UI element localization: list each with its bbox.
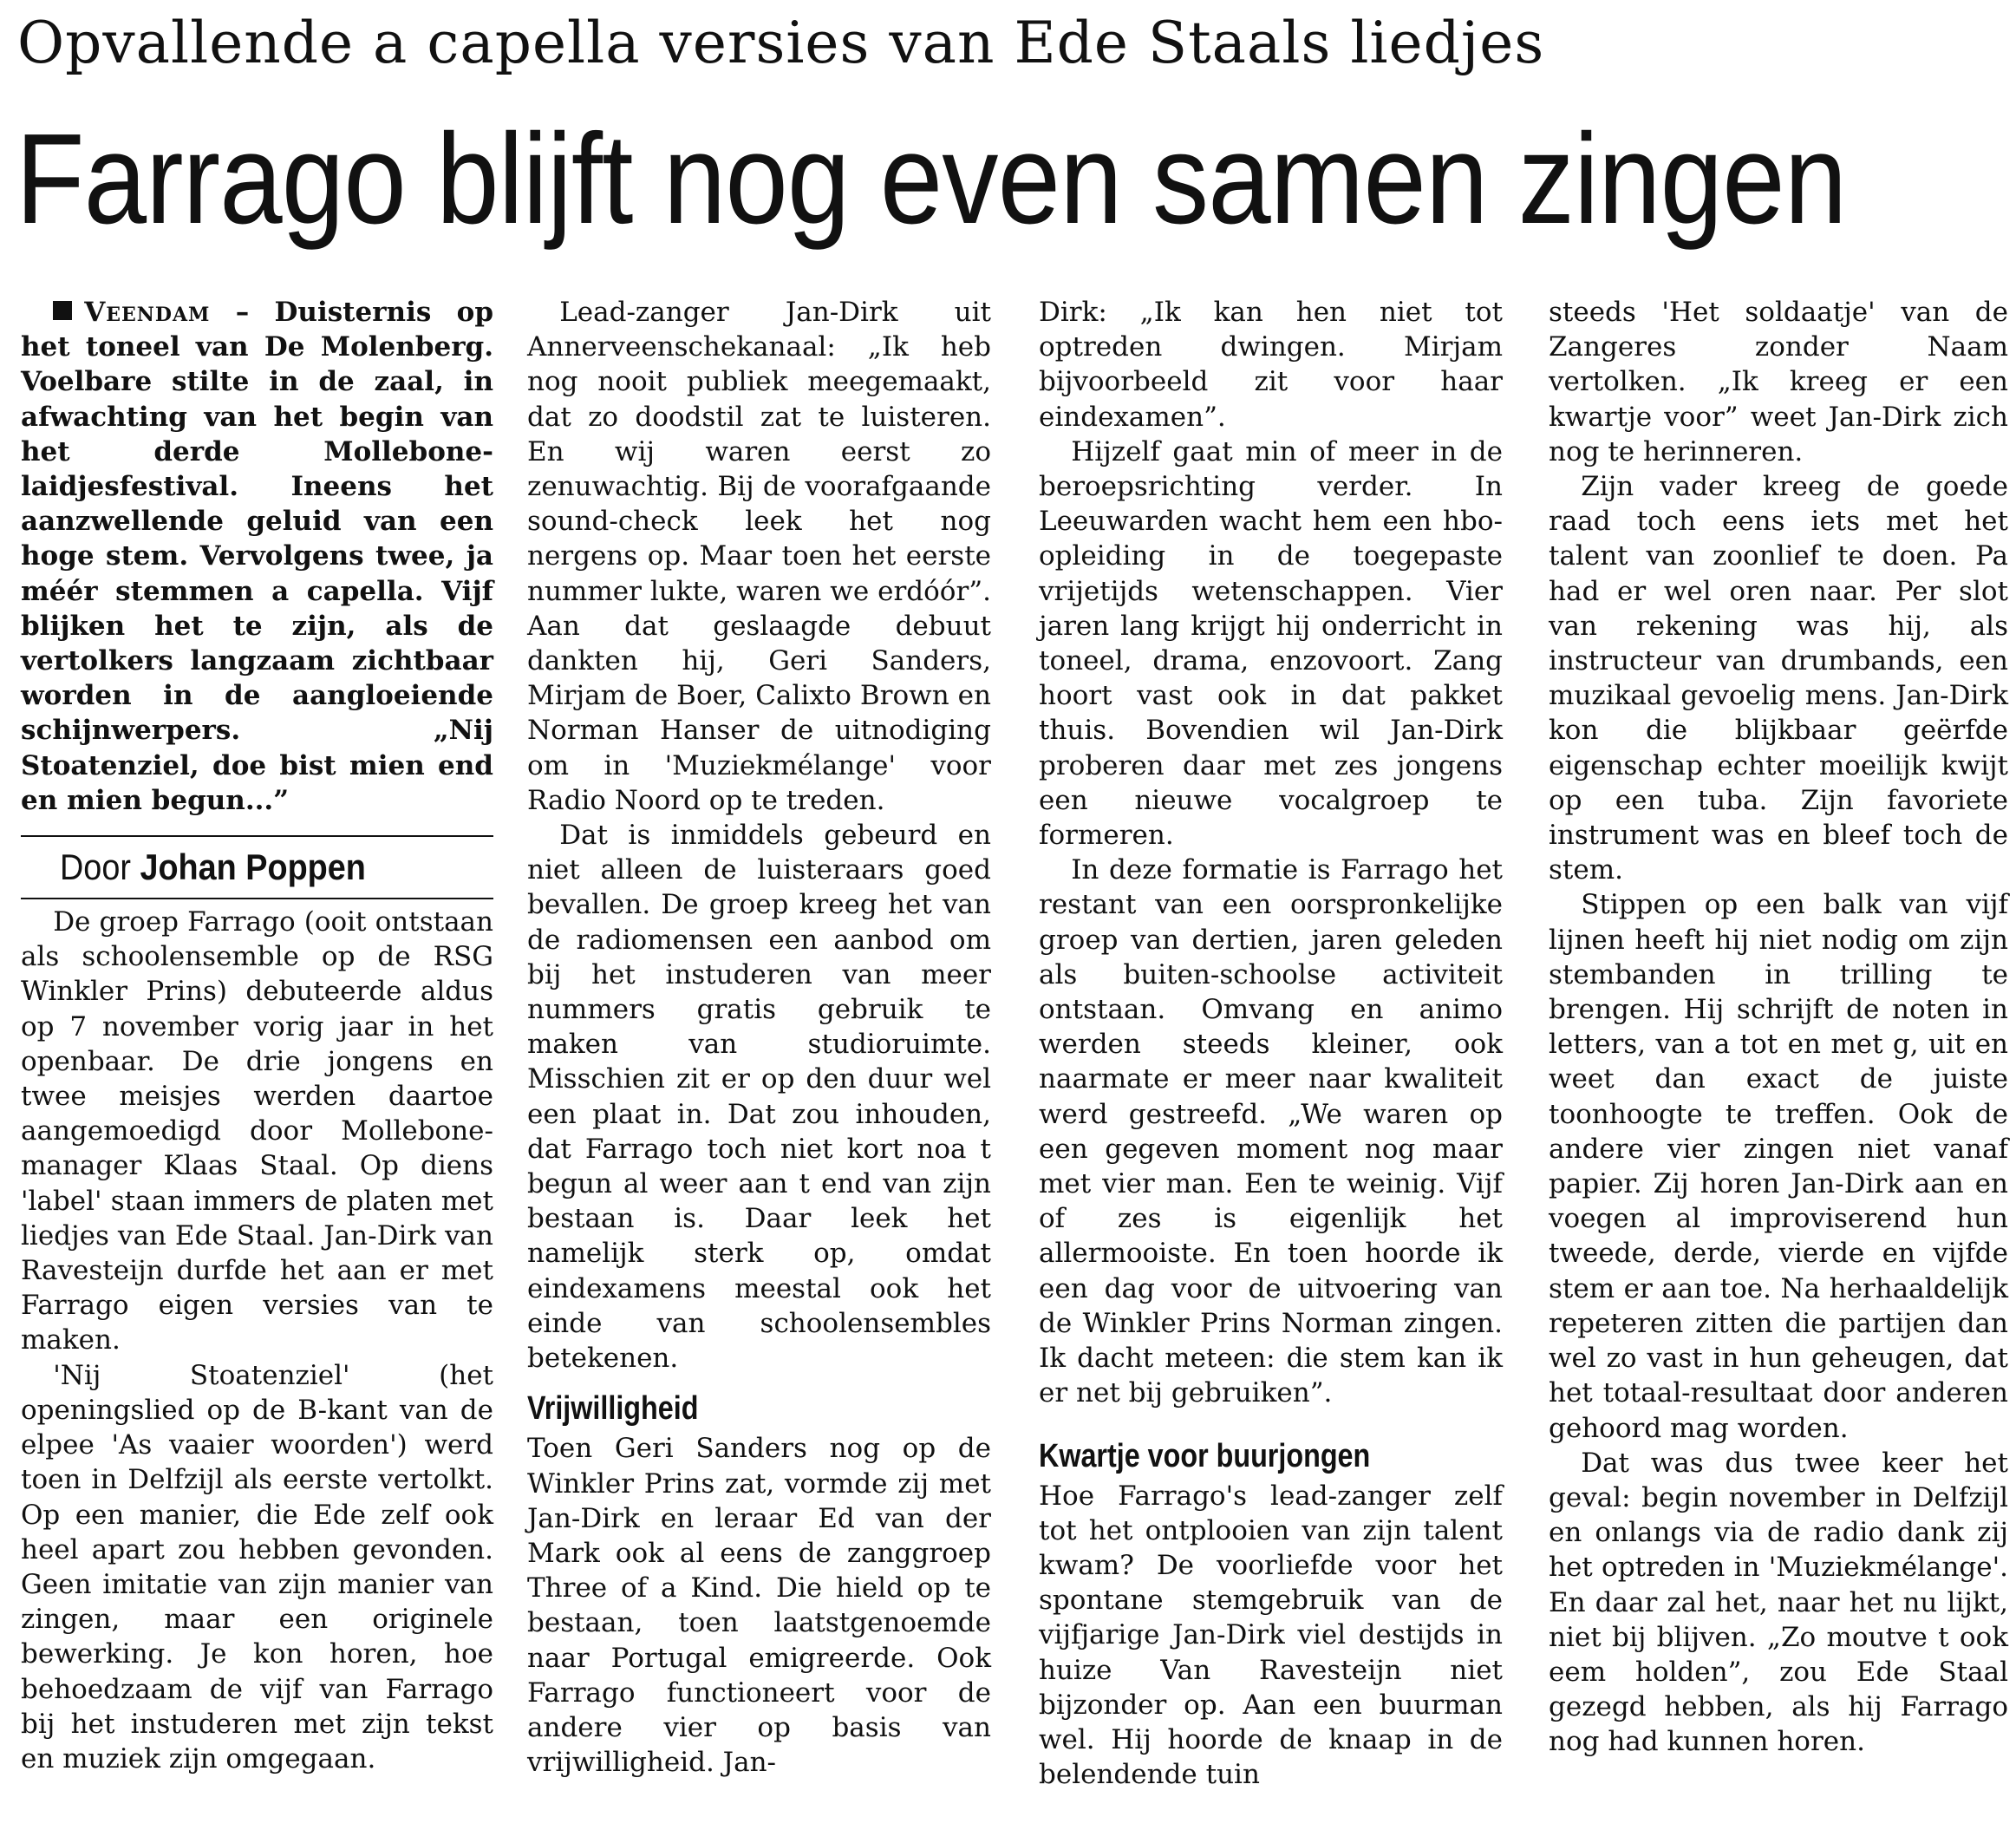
paragraph: Toen Geri Sanders nog op de Winkler Prins zat, vormde zij met Jan-Dirk en leraar Ed van der Mark ook al eens de zanggroep Three of a Kind. Die hield op te bestaan, toen laatstgenoemde naar Portugal emigreerde. Ook Farrago functioneert voor de andere vier op basis van vrijwilligheid. Jan- bbox=[527, 1433, 991, 1779]
column-4 bbox=[1549, 295, 2008, 1760]
divider-bottom bbox=[21, 898, 493, 899]
square-bullet-icon bbox=[53, 301, 72, 320]
dateline: Veendam bbox=[84, 297, 211, 328]
paragraph: Dat was dus twee keer het geval: begin november in Delfzijl en onlangs via de radio dank zij het optreden in 'Muziekmélange'. En daar zal het, naar het nu lijkt, niet bij blijven. „Zo moutve t ook eem holden”, zou Ede Staal gezegd hebben, als hij Farrago nog had kunnen horen. bbox=[1549, 1447, 2008, 1758]
paragraph: Lead-zanger Jan-Dirk uit Annerveenschekanaal: „Ik heb nog nooit publiek meegemaakt, dat zo doodstil zat te luisteren. En wij waren eerst zo zenuwachtig. Bij de voorafgaande sound-check leek het nog nergens op. Maar toen het eerste nummer lukte, waren we erdóór”. Aan dat geslaagde debuut dankten hij, Geri Sanders, Mirjam de Boer, Calixto Brown en Norman Hanser de uitnodiging om in 'Muziekmélange' voor Radio Noord op te treden. bbox=[527, 297, 991, 816]
byline-prefix: Door bbox=[60, 846, 131, 888]
paragraph: Hoe Farrago's lead-zanger zelf tot het ontplooien van zijn talent kwam? De voorliefde voor het spontane stemgebruik van de vijfjarige Jan-Dirk viel destijds in huize Van Ravesteijn niet bijzonder op. Aan een buurman wel. Hij hoorde de knaap in de belendende tuin bbox=[1039, 1480, 1503, 1791]
subheading-vrijwilligheid: Vrijwilligheid bbox=[527, 1390, 699, 1428]
byline bbox=[21, 837, 447, 898]
column-1 bbox=[21, 295, 493, 1776]
paragraph: 'Nij Stoatenziel' (het openingslied op de B-kant van de elpee 'As vaaier woorden') werd toen in Delfzijl als eerste vertolkt. Op een manier, die Ede zelf ook heel apart zou hebben gevonden. Geen imitatie van zijn manier van zingen, maar een originele bewerking. Je kon horen, hoe behoedzaam de vijf van Farrago bij het instuderen met zijn tekst en muziek zijn omgegaan. bbox=[21, 1359, 493, 1774]
paragraph: Dirk: „Ik kan hen niet tot optreden dwingen. Mirjam bijvoorbeeld zit voor haar eindexamen”. bbox=[1039, 297, 1503, 433]
paragraph: De groep Farrago (ooit ontstaan als schoolensemble op de RSG Winkler Prins) debuteerde aldus op 7 november vorig jaar in het openbaar. De drie jongens en twee meisjes werden daartoe aangemoedigd door Mollebone-manager Klaas Staal. Op diens 'label' staan immers de platen met liedjes van Ede Staal. Jan-Dirk van Ravesteijn durfde het aan er met Farrago eigen versies van te maken. bbox=[21, 906, 493, 1356]
byline-author: Johan Poppen bbox=[140, 846, 366, 888]
paragraph: In deze formatie is Farrago het restant van een oorspronkelijke groep van dertien, jaren geleden als buiten-schoolse activiteit ontstaan. Omvang en animo werden steeds kleiner, ook naarmate er meer naar kwaliteit werd gestreefd. „We waren op een gegeven moment nog maar met vier man. Een te weinig. Vijf of zes is eigenlijk het allermooiste. En toen hoorde ik een dag voor de uitvoering van de Winkler Prins Norman zingen. Ik dacht meteen: die stem kan ik er net bij gebruiken”. bbox=[1039, 854, 1503, 1409]
paragraph: steeds 'Het soldaatje' van de Zangeres zonder Naam vertolken. „Ik kreeg er een kwartje voor” weet Jan-Dirk zich nog te herinneren. bbox=[1549, 297, 2008, 467]
intro-paragraph bbox=[21, 295, 493, 818]
paragraph: Stippen op een balk van vijf lijnen heeft hij niet nodig om zijn stembanden in trilling te brengen. Hij schrijft de noten in letters, van a tot en met g, uit en weet dan exact de juiste toonhoogte te treffen. Ook de andere vier zingen niet vanaf papier. Zij horen Jan-Dirk aan en voegen al improviserend hun tweede, derde, vierde en vijfde stem er aan toe. Na herhaaldelijk repeteren zitten die partijen dan wel zo vast in hun geheugen, dat het totaal-resultaat door anderen gehoord mag worden. bbox=[1549, 889, 2008, 1444]
column-3 bbox=[1039, 295, 1503, 1792]
intro-text: – Duisternis op het toneel van De Molenberg. Voelbare stilte in de zaal, in afwachting van het begin van het derde Mollebone-laidjesfestival. Ineens het aanzwellende geluid van een hoge stem. Vervolgens twee, ja méér stemmen a capella. Vijf blijken het te zijn, als de vertolkers langzaam zichtbaar worden in de aangloeiende schijnwerpers. „Nij Stoatenziel, doe bist mien end en mien begun...” bbox=[21, 297, 493, 816]
paragraph: Zijn vader kreeg de goede raad toch eens iets met het talent van zoonlief te doen. Pa had er wel oren naar. Per slot van rekening was hij, als instructeur van drumbands, een muzikaal gevoelig mens. Jan-Dirk kon die blijkbaar geërfde eigenschap echter moeilijk kwijt op een tuba. Zijn favoriete instrument was en bleef toch de stem. bbox=[1549, 471, 2008, 886]
subheading-kwartje: Kwartje voor buurjongen bbox=[1039, 1437, 1371, 1474]
paragraph: Hijzelf gaat min of meer in de beroepsrichting verder. In Leeuwarden wacht hem een hbo-opleiding in de toegepaste vrijetijds wetenschappen. Vier jaren lang krijgt hij onderricht in toneel, drama, enzovoort. Zang hoort vast ook in dat pakket thuis. Bovendien wil Jan-Dirk proberen daar met zes jongens een nieuwe vocalgroep te formeren. bbox=[1039, 435, 1503, 852]
column-2 bbox=[527, 295, 991, 1780]
paragraph: Dat is inmiddels gebeurd en niet alleen de luisteraars goed bevallen. De groep kreeg het van de radiomensen een aanbod om bij het instuderen van meer nummers gratis gebruik te maken van studioruimte. Misschien zit er op den duur wel een plaat in. Dat zou inhouden, dat Farrago toch niet kort noa t begun al weer aan t end van zijn bestaan is. Daar leek het namelijk sterk op, omdat eindexamens meestal ook het einde van schoolensembles betekenen. bbox=[527, 820, 991, 1375]
kicker-title: Opvallende a capella versies van Ede Staals liedjes bbox=[17, 10, 1545, 76]
headline: Farrago blijft nog even samen zingen bbox=[16, 108, 1847, 251]
